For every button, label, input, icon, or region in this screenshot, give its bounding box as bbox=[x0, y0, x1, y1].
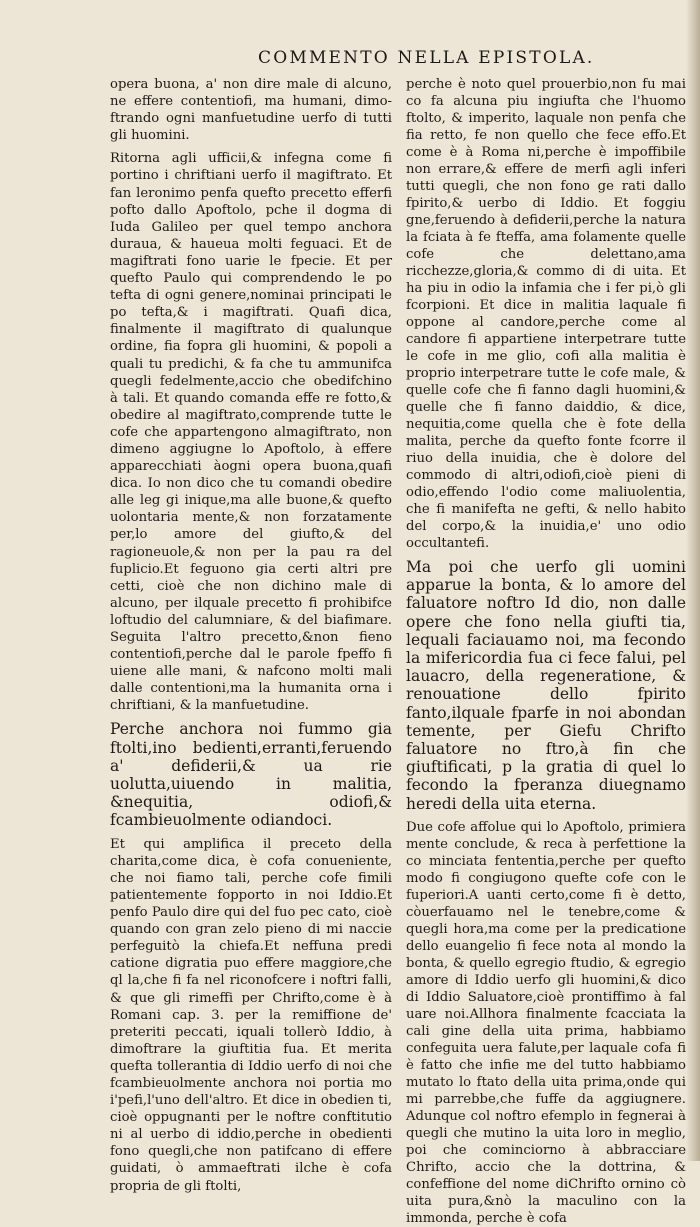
running-header: COMMENTO NELLA EPISTOLA. bbox=[258, 48, 595, 68]
paragraph: Due cofe affolue qui lo Apoftolo, primiera mente conclude, & reca à perfettione la co minciata fententia,perche per quefto modo fi congiugono quefte cofe con le fuperiori.A uanti certo,come fi è detto, còuerfauamo nel le tenebre,come & quegli hora,ma come per la predicatione dello euangelio fi fece nota al mondo la bonta, & quello egregio ftudio, & egregio amore di Iddio uerfo gli huomini,& dico di Iddio Saluatore,cioè prontiffimo à fal uare noi.Allhora finalmente fcacciata la cali gine della uita prima, habbiamo confeguita uera falute,per laquale cofa fi è fatto che infie me del tutto habbiamo mutato lo ftato della uita prima,onde qui mi parrebbe,che fuffe da aggiugnere. Adunque col noftro efemplo in fegnerai à quegli che mutino la uita loro in meglio, poi che cominciorno à abbracciare Chrifto, accio che la dottrina, & confeffione del nome diChrifto ornino cò uita pura,&nò la maculino con la immonda, perche è cofa bbox=[406, 819, 686, 1226]
page-edge-shadow bbox=[686, 0, 700, 1161]
paragraph: Et qui amplifica il preceto della charita,come dica, è cofa conueniente, che noi fiamo tali, perche cofe fimili patientemente fopporto in noi Iddio.Et penfo Paulo dire qui del fuo pec cato, cioè quando con gran zelo pieno di mi naccie perfeguitò la chiefa.Et neffuna predi catione digratia puo effere maggiore,che ql la,che fi fa nel riconofcere i noftri falli, & que gli rimeffi per Chrifto,come è à Romani cap. 3. per la remiffione de' preteriti peccati, iquali tollerò Iddio, à dimoftrare la giuftitia fua. Et merita quefta tollerantia di Iddio uerfo di noi che fcambieuolmente anchora noi portia mo i'pefi,l'uno dell'altro. Et dice in obedien ti, cioè oppugnanti per le noftre conftitutio ni al uerbo di iddio,perche in obedienti fono quegli,che non patifcano di effere guidati, ò ammaeftrati ilche è cofa propria de gli ftolti, bbox=[110, 836, 392, 1194]
paragraph: perche è noto quel prouerbio,non fu mai co fa alcuna piu ingiufta che l'huomo ftolto, & imperito, laquale non penfa che fia retto, fe non quello che fece effo.Et come è à Roma ni,perche è impoffibile non errare,& effere de merfi agli inferi tutti quegli, che non fono ge rati dallo fpirito,& uerbo di Iddio. Et foggiu gne,feruendo à defiderii,perche la natura la fciata à fe fteffa, ama folamente quelle cofe che delettano,ama ricchezze,gloria,& commo di di uita. Et ha piu in odio la infamia che i fer pi,ò gli fcorpioni. Et dice in malitia laquale fi oppone al candore,perche come al candore fi appartiene interpetrare tutte le cofe in me glio, cofi alla malitia è proprio interpetrare tutte le cofe male, & quelle cofe che fi fanno dagli huomini,& quelle che fi fanno daiddio, & dice, nequitia,come quella che è fote della malita, perche da quefto fonte fcorre il riuo della inuidia, che è dolore del commodo di altri,odiofi,cioè pieni di odio,effendo l'odio come maliuolentia, che fi manifefta ne gefti, & nello habito del corpo,& la inuidia,e' uno odio occultantefi. bbox=[406, 77, 686, 551]
paragraph: Ritorna agli ufficii,& infegna come fi portino i chriftiani uerfo il magiftrato. Et fan leronimo penfa quefto precetto efferfi pofto dallo Apoftolo, pche il dogma di Iuda Galileo per quel tempo anchora duraua, & haueua molti feguaci. Et de magiftrati fono uarie le fpecie. Et per quefto Paulo qui comprendendo le po tefta di ogni genere,nominai principati le po tefta,& i magiftrati. Quafi dica, finalmente il magiftrato di qualunque ordine, fia fopra gli huomini, & popoli a quali tu predichi, & fa che tu ammunifca quegli fedelmente,accio che obedifchino à tali. Et quando comanda effe re fotto,& obedire al magiftrato,comprende tutte le cofe che appartengono almagiftrato, non dimeno aggiugne lo Apoftolo, à effere apparecchiati àogni opera buona,quafi dica. Io non dico che tu comandi obedire alle leg gi inique,ma alle buone,& quefto uolontaria mente,& non forzatamente per,lo amore del giufto,& del ragioneuole,& non per la pau ra del fuplicio.Et feguono gia certi altri pre cetti, cioè che non dichino male di alcuno, per ilquale precetto fi prohibifce loftudio del calumniare, & del biafimare. Seguita l'altro precetto,&non fieno contentiofi,perche dal le parole fpeffo fi uiene alle mani, & nafcono molti mali dalle contentioni,ma la humanita orna i chriftiani, & la manfuetudine. bbox=[110, 151, 392, 714]
right-column bbox=[406, 76, 686, 1226]
scripture-paragraph: Ma poi che uerfo gli uomini apparue la bonta, & lo amore del faluatore noftro Id dio, non dalle opere che fono nella giufti tia, lequali faciauamo noi, ma fecondo la mifericordia fua ci fece falui, pel lauacro, della regeneratione, & renouatione dello fpirito fanto,ilquale fparfe in noi abondan temente, per Giefu Chrifto faluatore no ftro,à fin che giuftificati, p la gratia di quel lo fecondo la fperanza diuegnamo heredi della uita eterna. bbox=[406, 558, 686, 813]
left-column bbox=[110, 76, 392, 1194]
paragraph: opera buona, a' non dire male di alcuno, ne effere contentiofi, ma humani, dimo-ftrando ogni manfuetudine uerfo di tutti gli huomini. bbox=[110, 77, 392, 144]
scripture-paragraph: Perche anchora noi fummo gia ftolti,ino bedienti,erranti,feruendo a' defiderii,& ua rie uolutta,uiuendo in malitia, &nequitia, odiofi,& fcambieuolmente odiandoci. bbox=[110, 720, 392, 830]
